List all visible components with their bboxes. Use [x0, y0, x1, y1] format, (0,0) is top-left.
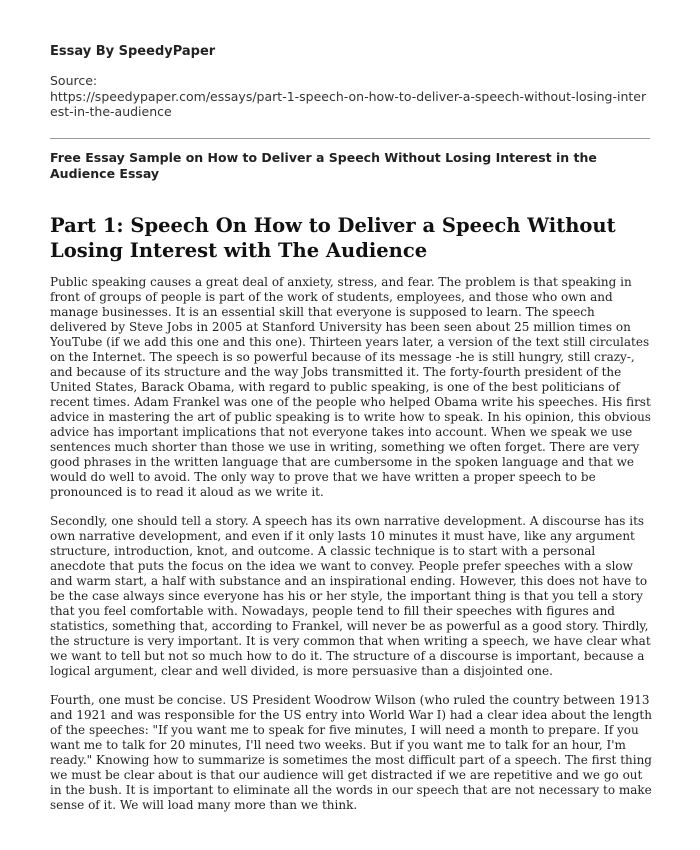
source-label: Source: [50, 73, 98, 88]
paragraph: Public speaking causes a great deal of anxiety, stress, and fear. The problem is that speaking in front of groups of people is part of the work of students, employees, and those who own and manage businesses. It is an essential skill that everyone is supposed to learn. The speech delivered by Steve Jobs in 2005 at Stanford University has been seen about 25 million times on YouTube (if we add this one and this one). Thirteen years later, a version of the text still circulates on the Internet. The speech is so powerful because of its message -he is still hungry, still crazy-, and because of its structure and the way Jobs transmitted it. The forty-fourth president of the United States, Barack Obama, with regard to public speaking, is one of the best politicians of recent times. Adam Frankel was one of the people who helped Obama write his speeches. His first advice in mastering the art of public speaking is to write how to speak. In his opinion, this obvious advice has important implications that not everyone takes into account. When we speak we use sentences much shorter than those we use in writing, something we often forget. There are very good phrases in the written language that are cumbersome in the spoken language and that we would do well to avoid. The only way to prove that we have written a proper speech to be pronounced is to read it aloud as we write it. [50, 275, 651, 499]
divider [50, 138, 650, 139]
source-block [50, 73, 650, 120]
paragraph: Secondly, one should tell a story. A speech has its own narrative development. A discourse has its own narrative development, and even if it only lasts 10 minutes it must have, like any argument structure, introduction, knot, and outcome. A classic technique is to start with a personal anecdote that puts the focus on the idea we want to convey. People prefer speeches with a slow and warm start, a half with substance and an inspirational ending. However, this does not have to be the case always since everyone has his or her style, the important thing is that you tell a story that you feel comfortable with. Nowadays, people tend to fill their speeches with figures and statistics, something that, according to Frankel, will never be as powerful as a good story. Thirdly, the structure is very important. It is very common that when writing a speech, we have clear what we want to tell but not so much how to do it. The structure of a discourse is important, because a logical argument, clear and well divided, is more persuasive than a disjointed one. [50, 514, 651, 678]
essay-body [50, 275, 654, 827]
essay-sample-title: Free Essay Sample on How to Deliver a Speech Without Losing Interest in the Audience Essay [50, 150, 597, 181]
paragraph: Fourth, one must be concise. US President Woodrow Wilson (who ruled the country between 1913 and 1921 and was responsible for the US entry into World War I) had a clear idea about the length of the speeches: "If you want me to speak for five minutes, I will need a month to prepare. If you want me to talk for 20 minutes, I'll need two weeks. But if you want me to talk for an hour, I'm ready." Knowing how to summarize is sometimes the most difficult part of a speech. The first thing we must be clear about is that our audience will get distracted if we are repetitive and we go out in the bush. It is important to eliminate all the words in our speech that are not necessary to make sense of it. We will load many more than we think. [50, 693, 652, 812]
brand-title: Essay By SpeedyPaper [50, 44, 216, 59]
source-url[interactable]: https://speedypaper.com/essays/part-1-speech-on-how-to-deliver-a-speech-without-losing-interest-in-the-audience [50, 88, 647, 119]
part-heading: Part 1: Speech On How to Deliver a Speech Without Losing Interest with The Audience [50, 214, 616, 262]
